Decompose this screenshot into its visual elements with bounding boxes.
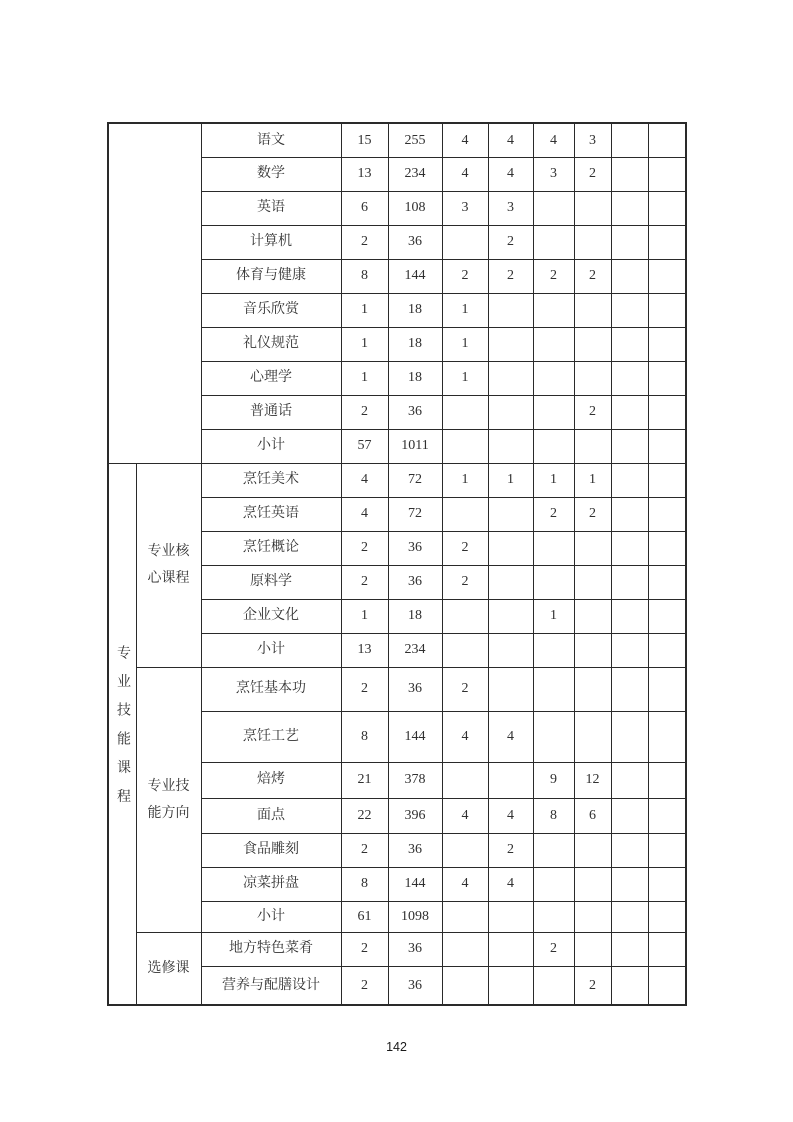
sem-cell: 2 <box>488 225 533 259</box>
sem-cell <box>611 259 648 293</box>
sem-cell <box>648 123 686 157</box>
subtotal-cell: 小计 <box>201 429 341 463</box>
sem-cell: 4 <box>442 157 488 191</box>
hours-cell: 234 <box>388 633 442 667</box>
credits-cell: 1 <box>341 599 388 633</box>
sem-cell <box>574 901 611 932</box>
hours-cell: 36 <box>388 395 442 429</box>
hours-cell: 108 <box>388 191 442 225</box>
sem-cell <box>611 123 648 157</box>
sem-cell <box>488 599 533 633</box>
hours-cell: 36 <box>388 531 442 565</box>
sem-cell <box>533 395 574 429</box>
sem-cell <box>574 225 611 259</box>
sem-cell: 4 <box>533 123 574 157</box>
table-row <box>108 667 686 711</box>
sem-cell <box>442 633 488 667</box>
sem-cell <box>648 293 686 327</box>
sem-cell <box>648 497 686 531</box>
sem-cell <box>442 932 488 966</box>
sem-cell <box>488 762 533 798</box>
sem-cell <box>648 966 686 1005</box>
sem-cell: 2 <box>574 157 611 191</box>
sem-cell <box>488 565 533 599</box>
sem-cell: 2 <box>533 932 574 966</box>
course-cell: 营养与配膳设计 <box>201 966 341 1005</box>
hours-cell: 234 <box>388 157 442 191</box>
sem-cell <box>611 667 648 711</box>
sem-cell <box>611 932 648 966</box>
sem-cell <box>648 225 686 259</box>
credits-cell: 2 <box>341 565 388 599</box>
sem-cell: 2 <box>533 497 574 531</box>
hours-cell: 18 <box>388 327 442 361</box>
sem-cell: 1 <box>442 293 488 327</box>
sem-cell: 1 <box>442 463 488 497</box>
sem-cell <box>574 327 611 361</box>
sem-cell <box>442 497 488 531</box>
credits-cell: 2 <box>341 966 388 1005</box>
sem-cell: 4 <box>442 867 488 901</box>
sem-cell: 2 <box>488 833 533 867</box>
table-row <box>108 932 686 966</box>
subtotal-cell: 小计 <box>201 633 341 667</box>
sem-cell <box>533 531 574 565</box>
credits-cell: 21 <box>341 762 388 798</box>
course-cell: 普通话 <box>201 395 341 429</box>
sem-cell <box>611 867 648 901</box>
sem-cell: 3 <box>574 123 611 157</box>
category-cell-skill: 专业技能方向 <box>136 667 201 932</box>
sem-cell <box>611 327 648 361</box>
credits-cell: 15 <box>341 123 388 157</box>
course-cell: 烹饪英语 <box>201 497 341 531</box>
sem-cell: 2 <box>574 259 611 293</box>
hours-cell: 72 <box>388 463 442 497</box>
hours-cell: 18 <box>388 599 442 633</box>
sem-cell <box>533 667 574 711</box>
course-cell: 烹饪美术 <box>201 463 341 497</box>
course-cell: 面点 <box>201 798 341 833</box>
credits-cell: 1 <box>341 361 388 395</box>
sem-cell <box>648 565 686 599</box>
sem-cell <box>533 327 574 361</box>
sem-cell <box>648 667 686 711</box>
credits-cell: 13 <box>341 157 388 191</box>
course-cell: 原料学 <box>201 565 341 599</box>
sem-cell <box>648 327 686 361</box>
credits-cell: 61 <box>341 901 388 932</box>
table-row <box>108 463 686 497</box>
sem-cell: 2 <box>574 497 611 531</box>
sem-cell: 4 <box>488 123 533 157</box>
sem-cell <box>533 966 574 1005</box>
credits-cell: 1 <box>341 327 388 361</box>
sem-cell: 8 <box>533 798 574 833</box>
credits-cell: 8 <box>341 259 388 293</box>
sem-cell <box>533 633 574 667</box>
hours-cell: 18 <box>388 361 442 395</box>
hours-cell: 255 <box>388 123 442 157</box>
hours-cell: 36 <box>388 966 442 1005</box>
sem-cell <box>611 497 648 531</box>
course-cell: 烹饪工艺 <box>201 711 341 762</box>
sem-cell: 4 <box>488 798 533 833</box>
category-cell-core: 专业核心课程 <box>136 463 201 667</box>
sem-cell: 4 <box>488 711 533 762</box>
course-cell: 焙烤 <box>201 762 341 798</box>
credits-cell: 2 <box>341 667 388 711</box>
credits-cell: 6 <box>341 191 388 225</box>
sem-cell <box>648 191 686 225</box>
sem-cell: 2 <box>442 259 488 293</box>
sem-cell <box>533 293 574 327</box>
sem-cell <box>442 225 488 259</box>
sem-cell <box>648 633 686 667</box>
sem-cell <box>648 361 686 395</box>
credits-cell: 8 <box>341 711 388 762</box>
sem-cell <box>611 711 648 762</box>
course-cell: 体育与健康 <box>201 259 341 293</box>
sem-cell <box>574 711 611 762</box>
sem-cell <box>611 798 648 833</box>
left-merged-empty-cell <box>108 123 201 463</box>
sem-cell <box>574 429 611 463</box>
course-cell: 语文 <box>201 123 341 157</box>
group-vertical-label: 专业技能课程 <box>115 644 130 818</box>
credits-cell: 2 <box>341 225 388 259</box>
course-cell: 烹饪基本功 <box>201 667 341 711</box>
sem-cell: 1 <box>442 361 488 395</box>
course-cell: 礼仪规范 <box>201 327 341 361</box>
hours-cell: 36 <box>388 932 442 966</box>
sem-cell: 1 <box>488 463 533 497</box>
sem-cell: 4 <box>488 157 533 191</box>
sem-cell <box>488 293 533 327</box>
sem-cell <box>648 531 686 565</box>
sem-cell: 2 <box>574 966 611 1005</box>
sem-cell: 1 <box>533 463 574 497</box>
sem-cell <box>574 667 611 711</box>
sem-cell <box>488 361 533 395</box>
sem-cell <box>648 157 686 191</box>
sem-cell: 4 <box>488 867 533 901</box>
hours-cell: 396 <box>388 798 442 833</box>
course-cell: 食品雕刻 <box>201 833 341 867</box>
table-row <box>108 123 686 157</box>
sem-cell <box>611 565 648 599</box>
sem-cell <box>611 901 648 932</box>
sem-cell: 3 <box>488 191 533 225</box>
sem-cell: 2 <box>488 259 533 293</box>
sem-cell <box>611 633 648 667</box>
sem-cell: 12 <box>574 762 611 798</box>
sem-cell <box>611 191 648 225</box>
sem-cell <box>442 833 488 867</box>
hours-cell: 36 <box>388 833 442 867</box>
sem-cell <box>574 361 611 395</box>
sem-cell <box>533 711 574 762</box>
sem-cell: 2 <box>442 667 488 711</box>
group-vertical-label-cell <box>108 463 136 1005</box>
sem-cell: 2 <box>533 259 574 293</box>
sem-cell <box>442 966 488 1005</box>
sem-cell: 9 <box>533 762 574 798</box>
sem-cell <box>574 599 611 633</box>
sem-cell <box>648 711 686 762</box>
course-cell: 凉菜拼盘 <box>201 867 341 901</box>
sem-cell <box>611 361 648 395</box>
hours-cell: 1011 <box>388 429 442 463</box>
sem-cell <box>611 395 648 429</box>
sem-cell <box>488 966 533 1005</box>
sem-cell <box>533 833 574 867</box>
category-cell-elective: 选修课 <box>136 932 201 1005</box>
course-cell: 地方特色菜肴 <box>201 932 341 966</box>
sem-cell <box>533 565 574 599</box>
subtotal-cell: 小计 <box>201 901 341 932</box>
hours-cell: 36 <box>388 565 442 599</box>
sem-cell <box>611 833 648 867</box>
hours-cell: 36 <box>388 667 442 711</box>
credits-cell: 22 <box>341 798 388 833</box>
sem-cell <box>533 191 574 225</box>
hours-cell: 36 <box>388 225 442 259</box>
credits-cell: 57 <box>341 429 388 463</box>
sem-cell <box>648 463 686 497</box>
hours-cell: 144 <box>388 867 442 901</box>
sem-cell <box>648 867 686 901</box>
sem-cell: 3 <box>533 157 574 191</box>
sem-cell: 1 <box>533 599 574 633</box>
sem-cell <box>442 429 488 463</box>
course-cell: 企业文化 <box>201 599 341 633</box>
sem-cell <box>574 565 611 599</box>
course-cell: 英语 <box>201 191 341 225</box>
sem-cell: 4 <box>442 798 488 833</box>
sem-cell <box>611 762 648 798</box>
sem-cell <box>648 932 686 966</box>
sem-cell <box>648 798 686 833</box>
sem-cell <box>488 327 533 361</box>
credits-cell: 4 <box>341 463 388 497</box>
hours-cell: 378 <box>388 762 442 798</box>
sem-cell: 4 <box>442 123 488 157</box>
sem-cell: 2 <box>442 565 488 599</box>
sem-cell <box>574 833 611 867</box>
sem-cell <box>648 833 686 867</box>
hours-cell: 18 <box>388 293 442 327</box>
sem-cell <box>611 599 648 633</box>
sem-cell <box>488 667 533 711</box>
page-number: 142 <box>386 1040 407 1054</box>
sem-cell <box>533 361 574 395</box>
sem-cell: 2 <box>442 531 488 565</box>
sem-cell <box>611 293 648 327</box>
course-cell: 数学 <box>201 157 341 191</box>
sem-cell <box>488 932 533 966</box>
sem-cell <box>611 157 648 191</box>
sem-cell <box>611 225 648 259</box>
sem-cell <box>488 531 533 565</box>
sem-cell <box>442 599 488 633</box>
sem-cell <box>442 395 488 429</box>
sem-cell: 1 <box>442 327 488 361</box>
sem-cell <box>611 463 648 497</box>
hours-cell: 1098 <box>388 901 442 932</box>
sem-cell <box>533 867 574 901</box>
sem-cell <box>611 966 648 1005</box>
course-cell: 烹饪概论 <box>201 531 341 565</box>
sem-cell <box>574 633 611 667</box>
sem-cell <box>533 225 574 259</box>
sem-cell <box>648 901 686 932</box>
hours-cell: 72 <box>388 497 442 531</box>
sem-cell: 4 <box>442 711 488 762</box>
sem-cell <box>574 932 611 966</box>
sem-cell <box>648 395 686 429</box>
credits-cell: 2 <box>341 531 388 565</box>
hours-cell: 144 <box>388 259 442 293</box>
sem-cell <box>488 395 533 429</box>
credits-cell: 4 <box>341 497 388 531</box>
course-cell: 心理学 <box>201 361 341 395</box>
sem-cell <box>648 599 686 633</box>
sem-cell <box>611 531 648 565</box>
sem-cell <box>611 429 648 463</box>
sem-cell: 1 <box>574 463 611 497</box>
sem-cell <box>574 531 611 565</box>
hours-cell: 144 <box>388 711 442 762</box>
sem-cell <box>574 191 611 225</box>
sem-cell <box>442 901 488 932</box>
sem-cell <box>648 259 686 293</box>
sem-cell <box>574 293 611 327</box>
sem-cell <box>488 429 533 463</box>
curriculum-table <box>107 122 687 1006</box>
credits-cell: 2 <box>341 833 388 867</box>
sem-cell <box>533 429 574 463</box>
credits-cell: 13 <box>341 633 388 667</box>
sem-cell: 2 <box>574 395 611 429</box>
credits-cell: 2 <box>341 932 388 966</box>
course-cell: 计算机 <box>201 225 341 259</box>
course-cell: 音乐欣赏 <box>201 293 341 327</box>
sem-cell <box>648 429 686 463</box>
credits-cell: 2 <box>341 395 388 429</box>
sem-cell <box>574 867 611 901</box>
credits-cell: 1 <box>341 293 388 327</box>
sem-cell: 6 <box>574 798 611 833</box>
sem-cell: 3 <box>442 191 488 225</box>
sem-cell <box>442 762 488 798</box>
sem-cell <box>488 633 533 667</box>
sem-cell <box>533 901 574 932</box>
sem-cell <box>488 497 533 531</box>
credits-cell: 8 <box>341 867 388 901</box>
sem-cell <box>648 762 686 798</box>
sem-cell <box>488 901 533 932</box>
